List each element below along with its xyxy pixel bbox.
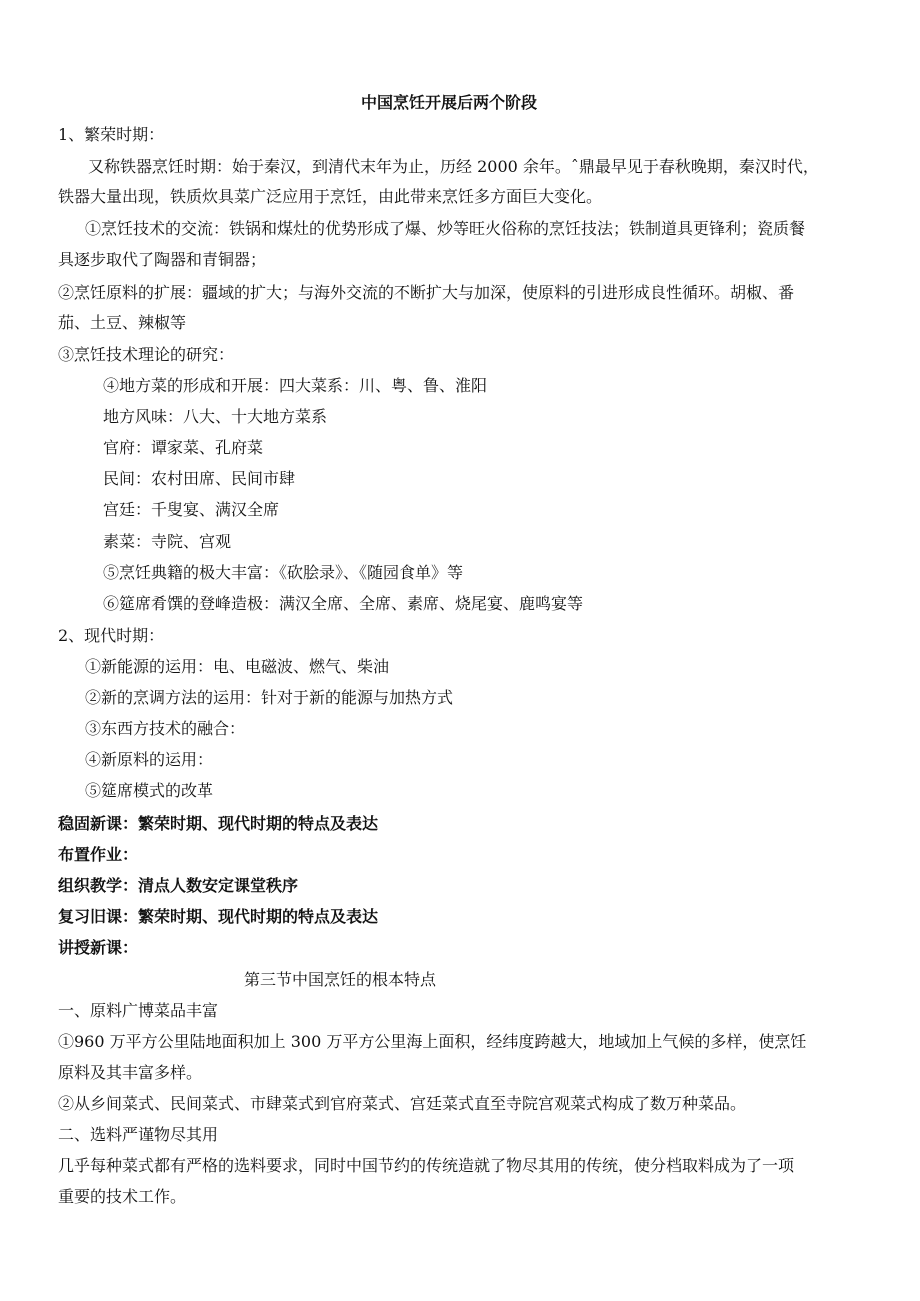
section-1-heading: 1、繁荣时期： [58,125,165,144]
paragraph-line: 铁器大量出现，铁质炊具菜广泛应用于烹饪，由此带来烹饪多方面巨大变化。 [58,187,603,206]
flavor-line: 民间：农村田席、民间市肆 [103,469,296,488]
list-item: ②新的烹调方法的运用：针对于新的能源与加热方式 [85,688,454,707]
subsection-heading: 二、选料严谨物尽其用 [58,1125,219,1144]
paragraph-line: 重要的技术工作。 [58,1187,187,1206]
paragraph-line: 又称铁器烹饪时期：始于秦汉，到清代末年为止，历经 2000 余年。ˆ鼎最早见于春秋晚期，秦汉时代， [88,157,819,176]
bold-label: 讲授新课： [58,938,139,957]
bold-label: 布置作业： [58,845,139,864]
list-item: ③东西方技术的融合： [85,719,246,738]
flavor-line: 宫廷：千叟宴、满汉全席 [103,500,280,519]
list-item: ③烹饪技术理论的研究： [58,345,235,364]
list-item-continuation: 原料及其丰富多样。 [58,1063,203,1082]
bold-label: 复习旧课：繁荣时期、现代时期的特点及表达 [58,907,379,926]
section-2-heading: 2、现代时期： [58,626,165,645]
list-item: ②从乡间菜式、民间菜式、市肆菜式到官府菜式、宫廷菜式直至寺院宫观菜式构成了数万种菜品。 [58,1094,747,1113]
list-item: ①新能源的运用：电、电磁波、燃气、柴油 [85,657,390,676]
list-item: ⑤筵席模式的改革 [85,781,214,800]
list-item-continuation: 具逐步取代了陶器和青铜器； [58,250,267,269]
bold-label: 稳固新课：繁荣时期、现代时期的特点及表达 [58,814,379,833]
list-item: ⑥筵席肴馔的登峰造极：满汉全席、全席、素席、烧尾宴、鹿鸣宴等 [103,594,584,613]
list-item: ⑤烹饪典籍的极大丰富：《砍脍录》、《随园食单》等 [103,563,464,582]
list-item: ④地方菜的形成和开展：四大菜系：川、粤、鲁、淮阳 [103,376,488,395]
flavor-line: 地方风味：八大、十大地方菜系 [103,407,328,426]
subsection-heading: 一、原料广博菜品丰富 [58,1001,219,1020]
paragraph-line: 几乎每种菜式都有严格的选料要求，同时中国节约的传统造就了物尽其用的传统，使分档取料成为了一项 [58,1156,795,1175]
list-item: ②烹饪原料的扩展：疆域的扩大；与海外交流的不断扩大与加深，使原料的引进形成良性循环。胡椒、番 [58,283,795,302]
list-item: ①960 万平方公里陆地面积加上 300 万平方公里海上面积，经纬度跨越大，地域加上气候的多样，使烹饪 [58,1032,807,1051]
page-title: 中国烹饪开展后两个阶段 [361,93,538,112]
list-item: ①烹饪技术的交流：铁锅和煤灶的优势形成了爆、炒等旺火俗称的烹饪技法；铁制道具更锋利；瓷质餐 [85,219,806,238]
flavor-line: 官府：谭家菜、孔府菜 [103,438,264,457]
bold-label: 组织教学：清点人数安定课堂秩序 [58,876,299,895]
list-item: ④新原料的运用： [85,750,214,769]
list-item-continuation: 茄、土豆、辣椒等 [58,313,187,332]
section-3-title: 第三节中国烹饪的根本特点 [244,970,437,989]
flavor-line: 素菜：寺院、宫观 [103,532,232,551]
